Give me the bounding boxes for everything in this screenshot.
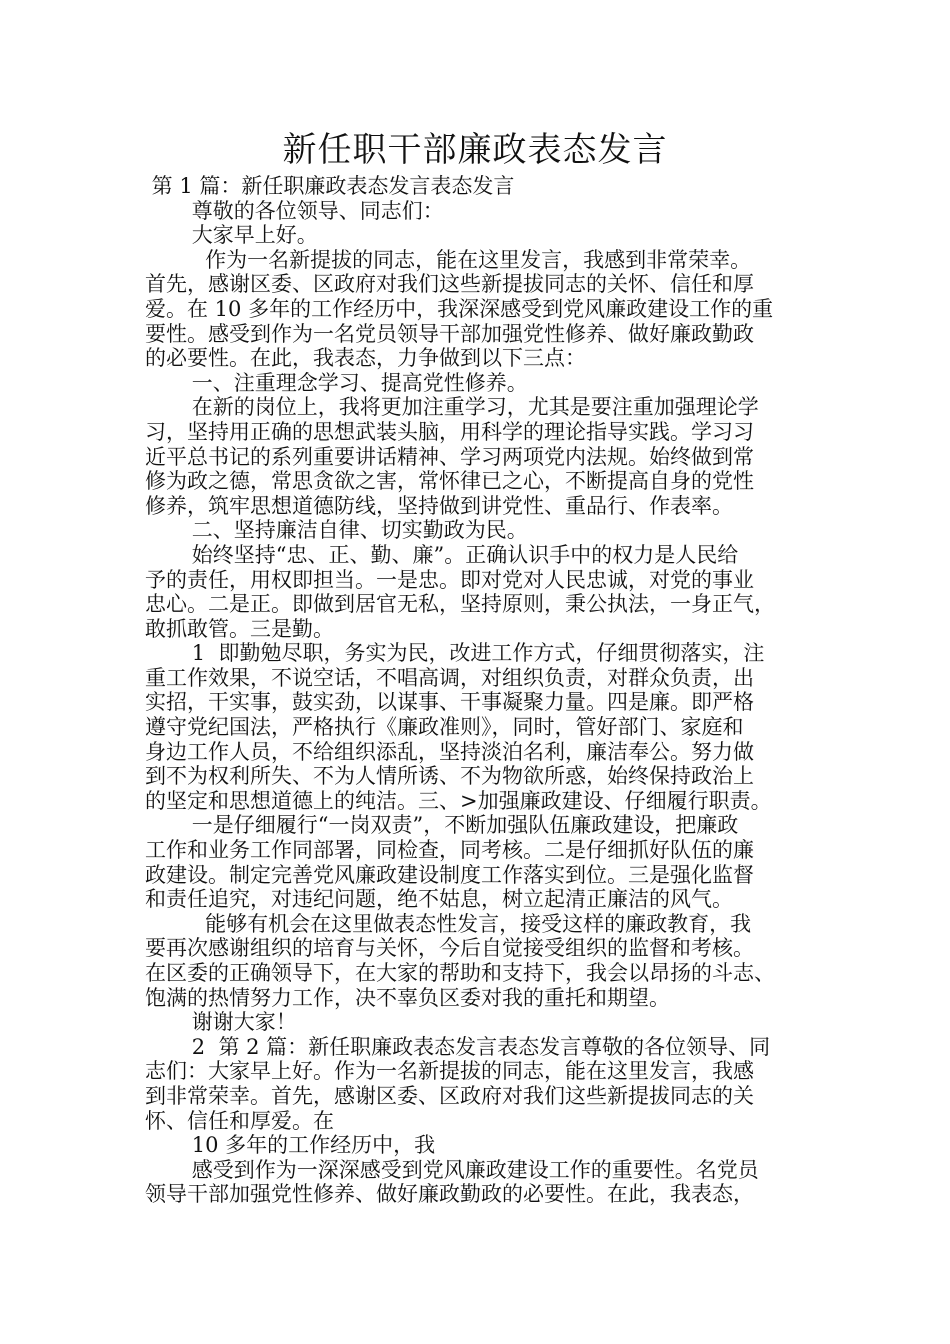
- text-line: 在区委的正确领导下，在大家的帮助和支持下，我会以昂扬的斗志、: [145, 961, 775, 985]
- text-line: 到非常荣幸。首先，感谢区委、区政府对我们这些新提拔同志的关: [145, 1083, 754, 1108]
- text-line: 实招，干实事，鼓实劲，以谋事、干事凝聚力量。四是廉。即严格: [145, 690, 754, 715]
- text-line: 一、注重理念学习、提高党性修养。: [145, 370, 528, 395]
- document-title: 新任职干部廉政表态发言: [282, 130, 668, 170]
- text-line: 修养，筑牢思想道德防线，坚持做到讲党性、重品行、作表率。: [145, 493, 733, 518]
- text-line: 在新的岗位上，我将更加注重学习，尤其是要注重加强理论学: [145, 395, 759, 420]
- text-line: 的坚定和思想道德上的纯洁。三、>加强廉政建设、仔细履行职责。: [145, 788, 772, 813]
- text-line: 爱。在 10 多年的工作经历中，我深深感受到党风廉政建设工作的重: [145, 296, 774, 321]
- text-line: 忠心。二是正。即做到居官无私，坚持原则，秉公执法，一身正气，: [145, 592, 775, 617]
- text-line: 始终坚持“忠、正、勤、廉”。正确认识手中的权力是人民给: [145, 542, 739, 567]
- text-line: 工作和业务工作同部署，同检查，同考核。二是仔细抓好队伍的廉: [145, 838, 754, 863]
- text-line: 要性。感受到作为一名党员领导干部加强党性修养、做好廉政勤政: [145, 321, 754, 346]
- document-body: [145, 174, 820, 1207]
- text-line: 政建设。制定完善党风廉政建设制度工作落实到位。三是强化监督: [145, 862, 754, 887]
- text-line: 近平总书记的系列重要讲话精神、学习两项党内法规。始终做到常: [145, 444, 754, 469]
- text-line: 要再次感谢组织的培育与关怀，今后自觉接受组织的监督和考核。: [145, 936, 754, 961]
- text-line: 怀、信任和厚爱。在: [145, 1108, 334, 1133]
- text-line: 10 多年的工作经历中，我: [145, 1133, 436, 1158]
- text-line: 饱满的热情努力工作，决不辜负区委对我的重托和期望。: [145, 985, 670, 1010]
- text-line: 到不为权利所失、不为人情所诱、不为物欲所惑，始终保持政治上: [145, 764, 754, 789]
- text-line: 大家早上好。: [145, 223, 318, 248]
- text-line: 感受到作为一深深感受到党风廉政建设工作的重要性。名党员: [145, 1157, 759, 1182]
- text-line: 一是仔细履行“一岗双责”，不断加强队伍廉政建设，把廉政: [145, 813, 739, 838]
- text-line: 敢抓敢管。三是勤。: [145, 616, 334, 641]
- text-line: 能够有机会在这里做表态性发言，接受这样的廉政教育，我: [145, 911, 752, 936]
- text-line: 修为政之德，常思贪欲之害，常怀律已之心，不断提高自身的党性: [145, 469, 754, 494]
- text-line: 予的责任，用权即担当。一是忠。即对党对人民忠诚，对党的事业: [145, 567, 754, 592]
- text-line: 2 第 2 篇：新任职廉政表态发言表态发言尊敬的各位领导、同: [145, 1034, 771, 1059]
- text-line: 作为一名新提拔的同志，能在这里发言，我感到非常荣幸。: [145, 247, 752, 272]
- text-line: 二、坚持廉洁自律、切实勤政为民。: [145, 518, 528, 543]
- text-line: 遵守党纪国法，严格执行《廉政准则》，同时，管好部门、家庭和: [145, 715, 744, 740]
- text-line: 尊敬的各位领导、同志们：: [145, 198, 444, 223]
- text-line: 谢谢大家！: [145, 1010, 297, 1035]
- text-line: 第 1 篇：新任职廉政表态发言表态发言: [145, 174, 515, 198]
- text-line: 重工作效果，不说空话，不唱高调，对组织负责，对群众负责，出: [145, 665, 754, 690]
- text-line: 1 即勤勉尽职，务实为民，改进工作方式，仔细贯彻落实，注: [145, 641, 765, 666]
- text-line: 志们：大家早上好。作为一名新提拔的同志，能在这里发言，我感: [145, 1059, 754, 1084]
- text-line: 身边工作人员，不给组织添乱，坚持淡泊名利，廉洁奉公。努力做: [145, 739, 754, 764]
- text-line: 领导干部加强党性修养、做好廉政勤政的必要性。在此，我表态，: [145, 1182, 754, 1207]
- text-line: 习，坚持用正确的思想武装头脑，用科学的理论指导实践。学习习: [145, 419, 754, 444]
- text-line: 的必要性。在此，我表态，力争做到以下三点：: [145, 346, 586, 371]
- text-line: 首先，感谢区委、区政府对我们这些新提拔同志的关怀、信任和厚: [145, 272, 754, 297]
- text-line: 和责任追究，对违纪问题，绝不姑息，树立起清正廉洁的风气。: [145, 887, 733, 912]
